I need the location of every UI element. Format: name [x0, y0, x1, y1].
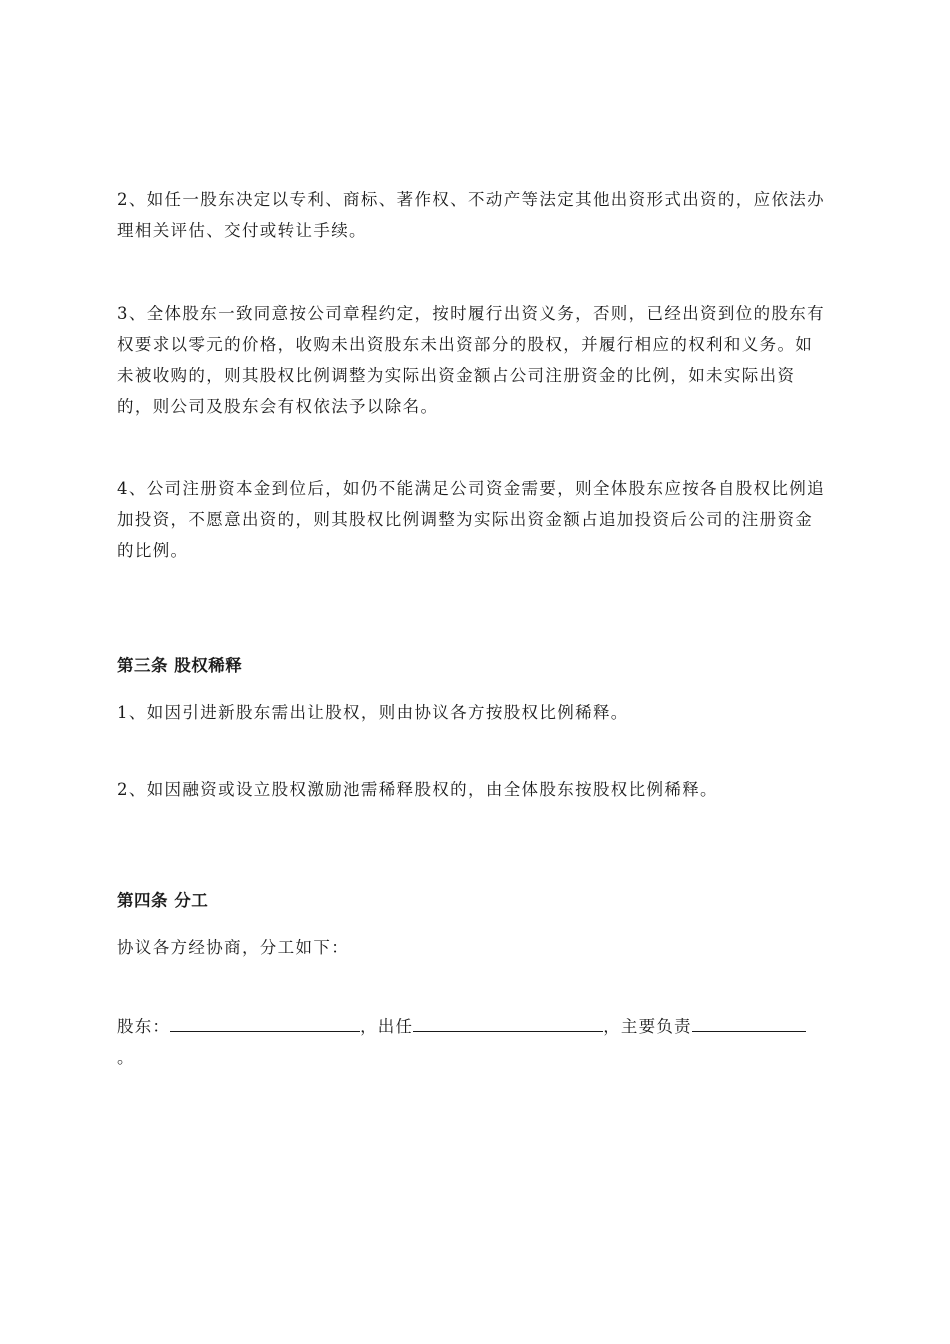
article2-paragraph-3: 3、全体股东一致同意按公司章程约定，按时履行出资义务，否则，已经出资到位的股东有权要求以零元的价格，收购未出资股东未出资部分的股权，并履行相应的权利和义务。如未被收购的，则其股权比例调整为实际出资金额占公司注册资金的比例，如未实际出资的，则公司及股东会有权依法予以除名。: [117, 304, 825, 416]
duty-blank[interactable]: [692, 1013, 806, 1032]
article4-heading: 第四条 分工: [117, 891, 209, 910]
article3-paragraph-2: 2、如因融资或设立股权激励池需稀释股权的，由全体股东按股权比例稀释。: [117, 780, 718, 799]
article2-paragraph-4: 4、公司注册资本金到位后，如仍不能满足公司资金需要，则全体股东应按各自股权比例追加投资，不愿意出资的，则其股权比例调整为实际出资金额占追加投资后公司的注册资金的比例。: [117, 479, 825, 560]
position-label: ，出任: [360, 1017, 414, 1036]
article3-heading: 第三条 股权稀释: [117, 656, 243, 675]
position-blank[interactable]: [413, 1013, 603, 1032]
duty-assignment-row: [117, 1011, 829, 1042]
duty-label: ，主要负责: [603, 1017, 692, 1036]
shareholder-name-blank[interactable]: [170, 1013, 360, 1032]
article2-paragraph-2: 2、如任一股东决定以专利、商标、著作权、不动产等法定其他出资形式出资的，应依法办理相关评估、交付或转让手续。: [117, 190, 825, 240]
row-end-punctuation: 。: [117, 1048, 135, 1067]
article4-intro: 协议各方经协商，分工如下：: [117, 938, 350, 957]
duty-assignment-row-end: [117, 1042, 829, 1073]
shareholder-label: 股东：: [117, 1017, 171, 1036]
article3-paragraph-1: 1、如因引进新股东需出让股权，则由协议各方按股权比例稀释。: [117, 703, 629, 722]
